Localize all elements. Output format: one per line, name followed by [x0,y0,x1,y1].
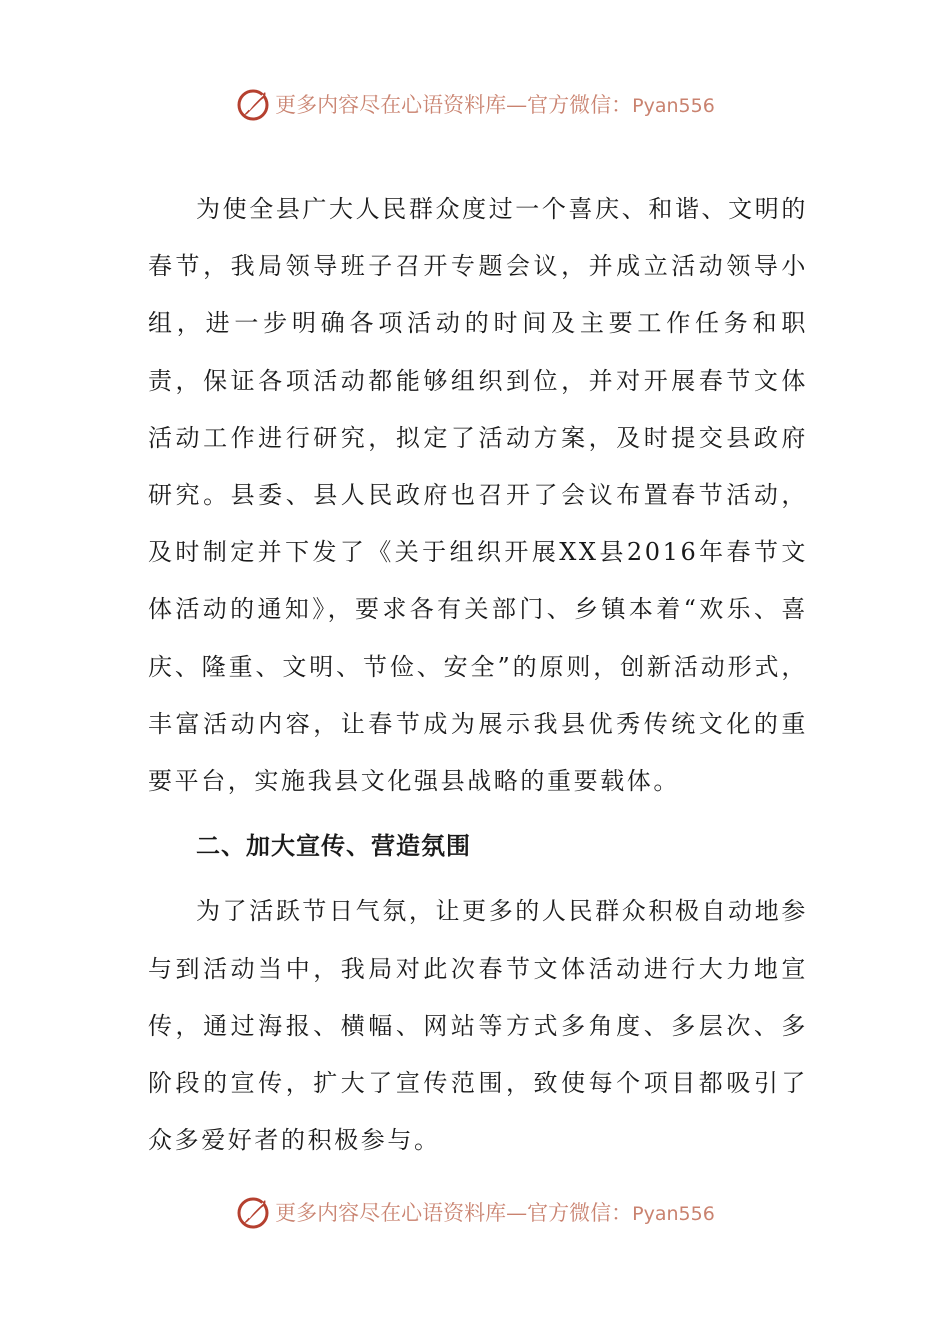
paragraph-1: 为使全县广大人民群众度过一个喜庆、和谐、文明的春节，我局领导班子召开专题会议，并成立活动领导小组，进一步明确各项活动的时间及主要工作任务和职责，保证各项活动都能够组织到位，并对开展春节文体活动工作进行研究，拟定了活动方案，及时提交县政府研究。县委、县人民政府也召开了会议布置春节活动，及时制定并下发了《关于组织开展XX县2016年春节文体活动的通知》，要求各有关部门、乡镇本着“欢乐、喜庆、隆重、文明、节俭、安全”的原则，创新活动形式，丰富活动内容，让春节成为展示我县优秀传统文化的重要平台，实施我县文化强县战略的重要载体。 [148,195,808,796]
document-body [148,181,808,1169]
quill-logo-icon [235,86,271,122]
footer-banner-text: 更多内容尽在心语资料库—官方微信：Pyan556 [275,1201,715,1225]
quill-logo-icon [235,1194,271,1230]
section-heading: 二、加大宣传、营造氛围 [196,832,471,861]
header-banner-text: 更多内容尽在心语资料库—官方微信：Pyan556 [275,93,715,117]
header-banner [0,82,950,126]
footer-banner [0,1190,950,1234]
footer-wechat-id: Pyan556 [632,1203,715,1225]
paragraph-2: 为了活跃节日气氛，让更多的人民群众积极自动地参与到活动当中，我局对此次春节文体活动进行大力地宣传，通过海报、横幅、网站等方式多角度、多层次、多阶段的宣传，扩大了宣传范围，致使每个项目都吸引了众多爱好者的积极参与。 [148,897,808,1155]
header-wechat-id: Pyan556 [632,95,715,117]
